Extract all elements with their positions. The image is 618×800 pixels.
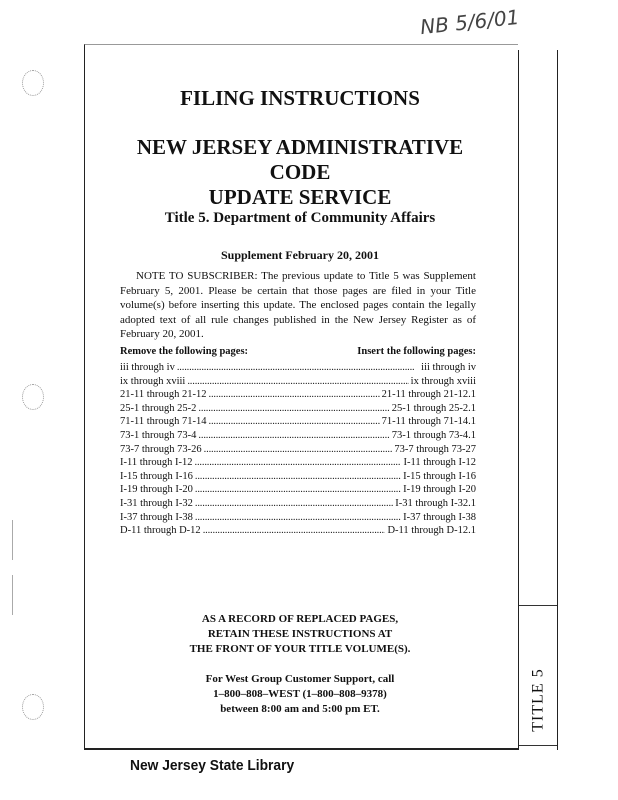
remove-cell: I-37 through I-38 (120, 511, 193, 523)
page-title: FILING INSTRUCTIONS (180, 86, 420, 110)
table-row (120, 375, 476, 389)
remove-cell: 25-1 through 25-2 (120, 402, 197, 414)
punch-hole (22, 384, 44, 410)
scan-edge-mark (12, 575, 13, 615)
insert-cell: 25-1 through 25-2.1 (391, 402, 476, 414)
scan-edge-mark (12, 520, 13, 560)
pages-table (120, 361, 476, 538)
table-row (120, 361, 476, 375)
insert-cell: 73-1 through 73-4.1 (391, 429, 476, 441)
remove-cell: D-11 through D-12 (120, 525, 201, 537)
handwritten-note: NB 5/6/01 (419, 4, 521, 40)
remove-cell: I-19 through I-20 (120, 484, 193, 496)
remove-cell: I-15 through I-16 (120, 470, 193, 482)
subtitle-line-2: UPDATE SERVICE (208, 185, 392, 209)
customer-support-notice (110, 672, 490, 717)
insert-cell: 21-11 through 21-12.1 (381, 389, 476, 401)
remove-pages-header: Remove the following pages: (120, 346, 249, 357)
insert-cell: I-31 through I-32.1 (395, 497, 476, 509)
insert-cell: I-15 through I-16 (403, 470, 476, 482)
title-tab-strip (518, 50, 558, 750)
insert-pages-header: Insert the following pages: (357, 346, 476, 357)
supplement-date: Supplement February 20, 2001 (220, 248, 379, 262)
insert-cell: I-19 through I-20 (403, 484, 476, 496)
table-row (120, 402, 476, 416)
remove-cell: 73-1 through 73-4 (120, 429, 197, 441)
table-row (120, 497, 476, 511)
table-row (120, 415, 476, 429)
subscriber-note: NOTE TO SUBSCRIBER: The previous update to Title 5 was Supplement February 5, 2001. Please be certain that those pages are filed in your Title volume(s) before inserting this update. The enclosed pages contain the legally adopted text of all rule changes published in the New Jersey Register as of February 20, 2001. (120, 270, 476, 340)
record-notice (110, 612, 490, 657)
remove-cell: 73-7 through 73-26 (120, 443, 202, 455)
insert-cell: 71-11 through 71-14.1 (381, 416, 476, 428)
tab-label: TITLE 5 (530, 668, 548, 732)
record-line-2: RETAIN THESE INSTRUCTIONS AT (207, 628, 393, 640)
table-row (120, 388, 476, 402)
support-hours: between 8:00 am and 5:00 pm ET. (220, 703, 380, 715)
insert-cell: 73-7 through 73-27 (394, 443, 476, 455)
table-row (120, 470, 476, 484)
record-line-3: THE FRONT OF YOUR TITLE VOLUME(S). (189, 643, 411, 655)
remove-cell: I-11 through I-12 (120, 457, 193, 469)
library-stamp: New Jersey State Library (130, 757, 295, 774)
insert-cell: I-37 through I-38 (403, 511, 476, 523)
table-row (120, 443, 476, 457)
remove-cell: 71-11 through 71-14 (120, 416, 207, 428)
document-subtitle (110, 135, 490, 210)
insert-cell: iii through iv (421, 362, 476, 373)
tab-label-wrap (519, 650, 559, 750)
insert-cell: I-11 through I-12 (403, 457, 476, 469)
title-section-heading: Title 5. Department of Community Affairs (164, 210, 436, 226)
remove-cell: iii through iv (120, 362, 175, 373)
remove-cell: 21-11 through 21-12 (120, 389, 207, 401)
table-headers (120, 346, 476, 357)
punch-hole (22, 70, 44, 96)
subtitle-line-1: NEW JERSEY ADMINISTRATIVE CODE (136, 135, 464, 184)
insert-cell: ix through xviii (410, 375, 476, 387)
remove-cell: I-31 through I-32 (120, 497, 193, 509)
table-row (120, 511, 476, 525)
table-row (120, 524, 476, 538)
table-row (120, 456, 476, 470)
punch-hole (22, 694, 44, 720)
table-row (120, 429, 476, 443)
table-row (120, 483, 476, 497)
support-phone: 1–800–808–WEST (1–800–808–9378) (213, 688, 387, 700)
insert-cell: D-11 through D-12.1 (387, 525, 476, 537)
record-line-1: AS A RECORD OF REPLACED PAGES, (201, 613, 399, 625)
support-line-1: For West Group Customer Support, call (205, 673, 395, 685)
remove-cell: ix through xviii (120, 375, 186, 387)
